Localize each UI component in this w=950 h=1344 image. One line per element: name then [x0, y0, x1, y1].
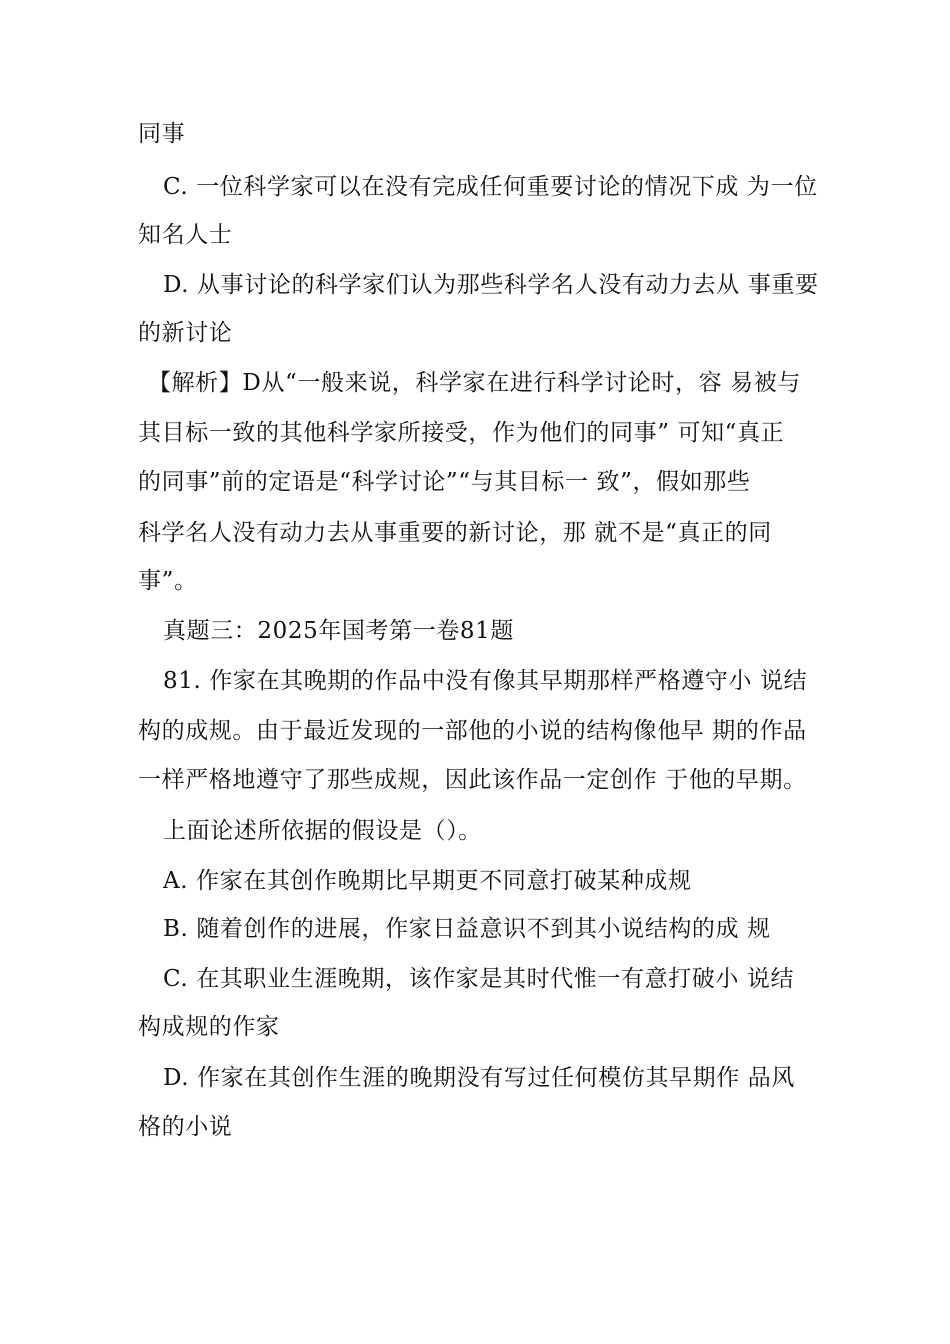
text-line: 同事 [138, 121, 186, 147]
question-prompt: 上面论述所依据的假设是（）。 [163, 818, 482, 844]
text-line: 的同事”前的定语是“科学讨论”“与其目标一 致”，假如那些 [138, 469, 751, 495]
text-line: 格的小说 [138, 1114, 233, 1140]
question-line: 81. 作家在其晚期的作品中没有像其早期那样严格遵守小 说结 [163, 668, 808, 694]
option-d-line: D. 作家在其创作生涯的晚期没有写过任何模仿其早期作 品风 [163, 1065, 795, 1091]
text-line: 其目标一致的其他科学家所接受，作为他们的同事” 可知“真正 [138, 420, 785, 446]
option-a-line: A. 作家在其创作晚期比早期更不同意打破某种成规 [163, 868, 692, 894]
text-line: 构成规的作家 [138, 1014, 280, 1040]
section-heading: 真题三：2025年国考第一卷81题 [163, 618, 514, 644]
option-c-line: C. 一位科学家可以在没有完成任何重要讨论的情况下成 为一位 [163, 174, 818, 200]
text-line: 知名人士 [138, 222, 233, 248]
option-d-line: D. 从事讨论的科学家们认为那些科学名人没有动力去从 事重要 [163, 272, 819, 298]
option-b-line: B. 随着创作的进展，作家日益意识不到其小说结构的成 规 [163, 916, 771, 942]
analysis-line: 【解析】D从“一般来说，科学家在进行科学讨论时，容 易被与 [148, 370, 801, 396]
text-line: 构的成规。由于最近发现的一部他的小说的结构像他早 期的作品 [138, 718, 807, 744]
text-line: 科学名人没有动力去从事重要的新讨论，那 就不是“真正的同 [138, 520, 772, 546]
text-line: 的新讨论 [138, 320, 233, 346]
option-c-line: C. 在其职业生涯晚期，该作家是其时代惟一有意打破小 说结 [163, 966, 795, 992]
text-line: 一样严格地遵守了那些成规，因此该作品一定创作 于他的早期。 [138, 767, 807, 793]
text-line: 事”。 [138, 568, 198, 594]
